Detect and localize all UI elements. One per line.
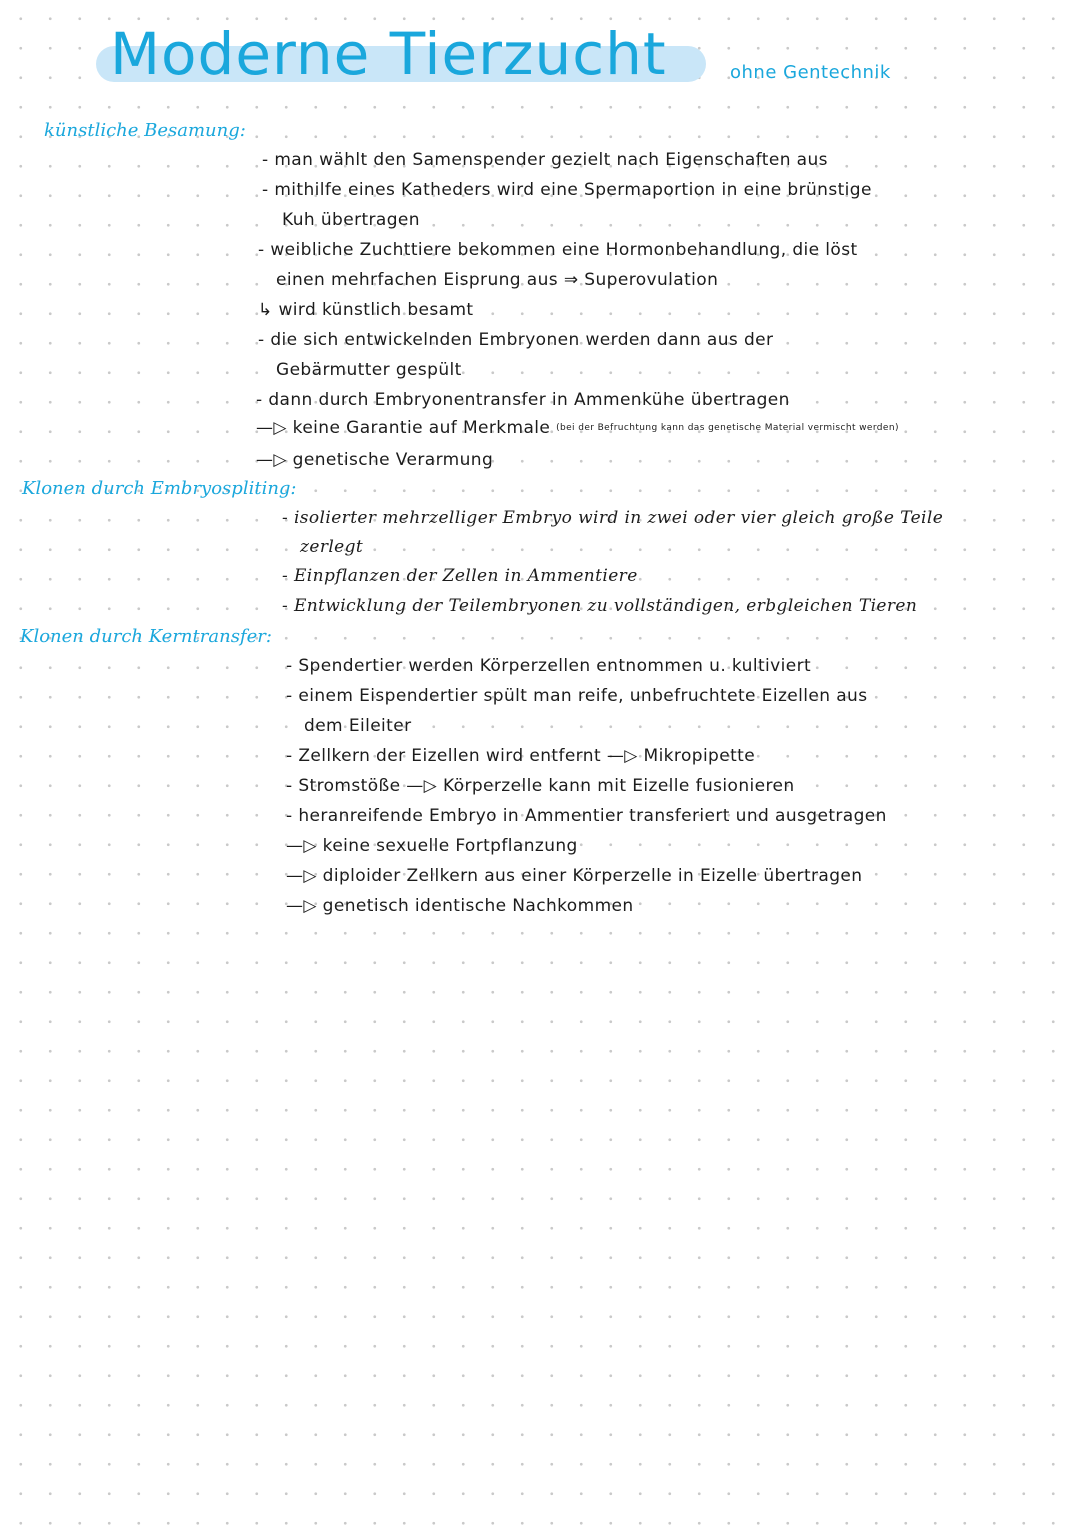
note-line: - Stromstöße —▷ Körperzelle kann mit Eizelle fusionieren xyxy=(286,776,795,796)
page-subtitle: ohne Gentechnik xyxy=(730,62,891,83)
note-line: —▷ genetische Verarmung xyxy=(256,450,494,470)
section-heading-embryospliting: Klonen durch Embryospliting: xyxy=(22,478,297,499)
note-line: - man wählt den Samenspender gezielt nach Eigenschaften aus xyxy=(262,150,828,170)
title-block xyxy=(96,20,706,88)
note-line: - die sich entwickelnden Embryonen werden dann aus der xyxy=(258,330,774,350)
note-line: Kuh übertragen xyxy=(282,210,420,230)
note-line: —▷ genetisch identische Nachkommen xyxy=(286,896,634,916)
note-line: - isolierter mehrzelliger Embryo wird in zwei oder vier gleich große Teile xyxy=(282,508,944,528)
note-line: - weibliche Zuchttiere bekommen eine Hormonbehandlung, die löst xyxy=(258,240,858,260)
note-line: - Entwicklung der Teilembryonen zu vollständigen, erbgleichen Tieren xyxy=(282,596,918,616)
note-line: zerlegt xyxy=(300,537,364,557)
page-title: Moderne Tierzucht xyxy=(110,20,667,88)
note-line: - Einpflanzen der Zellen in Ammentiere xyxy=(282,566,638,586)
note-line: —▷ diploider Zellkern aus einer Körperzelle in Eizelle übertragen xyxy=(286,866,863,886)
note-line: dem Eileiter xyxy=(304,716,412,736)
note-line: - Spendertier werden Körperzellen entnommen u. kultiviert xyxy=(286,656,812,676)
note-line: einen mehrfachen Eisprung aus ⇒ Superovulation xyxy=(276,270,719,290)
note-line: - mithilfe eines Katheders wird eine Spermaportion in eine brünstige xyxy=(262,180,872,200)
note-line: - einem Eispendertier spült man reife, unbefruchtete Eizellen aus xyxy=(286,686,868,706)
note-line: - heranreifende Embryo in Ammentier transferiert und ausgetragen xyxy=(286,806,887,826)
small-annotation: (bei der Befruchtung kann das genetische Material vermischt werden) xyxy=(556,422,899,433)
note-line: - Zellkern der Eizellen wird entfernt —▷ Mikropipette xyxy=(286,746,756,766)
note-line: ↳ wird künstlich besamt xyxy=(258,300,474,320)
section-heading-kuenstliche-besamung: künstliche Besamung: xyxy=(44,120,246,141)
note-line: —▷ keine sexuelle Fortpflanzung xyxy=(286,836,578,856)
note-line: - dann durch Embryonentransfer in Ammenkühe übertragen xyxy=(256,390,790,410)
note-line: Gebärmutter gespült xyxy=(276,360,462,380)
section-heading-kerntransfer: Klonen durch Kerntransfer: xyxy=(20,626,272,647)
note-text: —▷ keine Garantie auf Merkmale xyxy=(256,418,551,438)
note-line-with-annotation xyxy=(256,418,899,438)
